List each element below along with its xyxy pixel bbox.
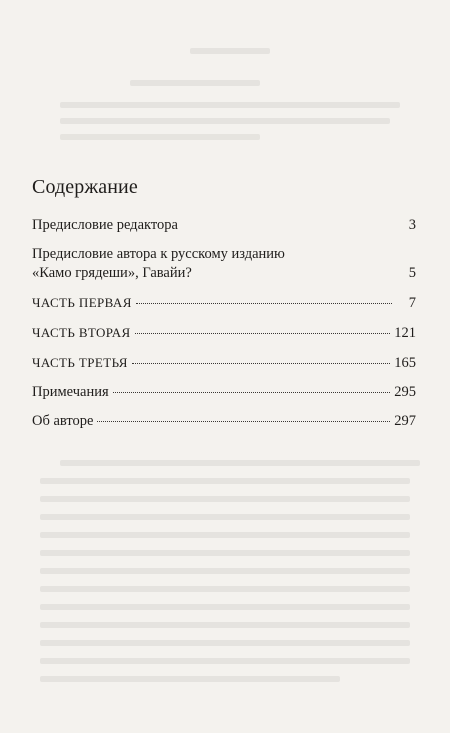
toc-page-number: 165: [394, 355, 416, 371]
toc-entry-label: ЧАСТЬ ВТОРАЯ: [32, 325, 131, 340]
toc-entry-about-author[interactable]: [32, 412, 416, 431]
toc-entry-part-two[interactable]: [32, 323, 416, 343]
toc-entry-part-one[interactable]: [32, 293, 416, 313]
toc-entry-label-line1: Предисловие автора к русскому изданию: [32, 246, 285, 262]
toc-entry-author-preface[interactable]: [32, 245, 416, 283]
toc-entry-part-three[interactable]: [32, 353, 416, 373]
toc-entry-notes[interactable]: [32, 383, 416, 402]
toc-entry-label-line2: «Камо грядеши», Гавайи?: [32, 265, 192, 281]
toc-entry-label: ЧАСТЬ ТРЕТЬЯ: [32, 355, 128, 370]
toc-page-number: 121: [394, 325, 416, 341]
toc-list: [32, 216, 416, 431]
toc-entry-label: Предисловие редактора: [32, 217, 178, 233]
table-of-contents: [32, 176, 416, 441]
toc-entry-label: ЧАСТЬ ПЕРВАЯ: [32, 295, 132, 310]
dot-leader: [113, 392, 391, 393]
toc-page-number: 295: [394, 384, 416, 400]
toc-page-number: 297: [394, 413, 416, 429]
toc-entry-label: Примечания: [32, 384, 109, 400]
dot-leader: [97, 421, 390, 422]
toc-page-number: 7: [408, 295, 416, 311]
dot-leader: [136, 303, 392, 304]
dot-leader: [135, 333, 391, 334]
toc-entry-editor-preface[interactable]: [32, 216, 416, 235]
toc-page-number: 5: [408, 265, 416, 281]
toc-entry-label: Об авторе: [32, 413, 94, 429]
dot-leader: [132, 363, 390, 364]
contents-title: Содержание: [32, 176, 138, 198]
toc-page-number: 3: [408, 217, 416, 233]
